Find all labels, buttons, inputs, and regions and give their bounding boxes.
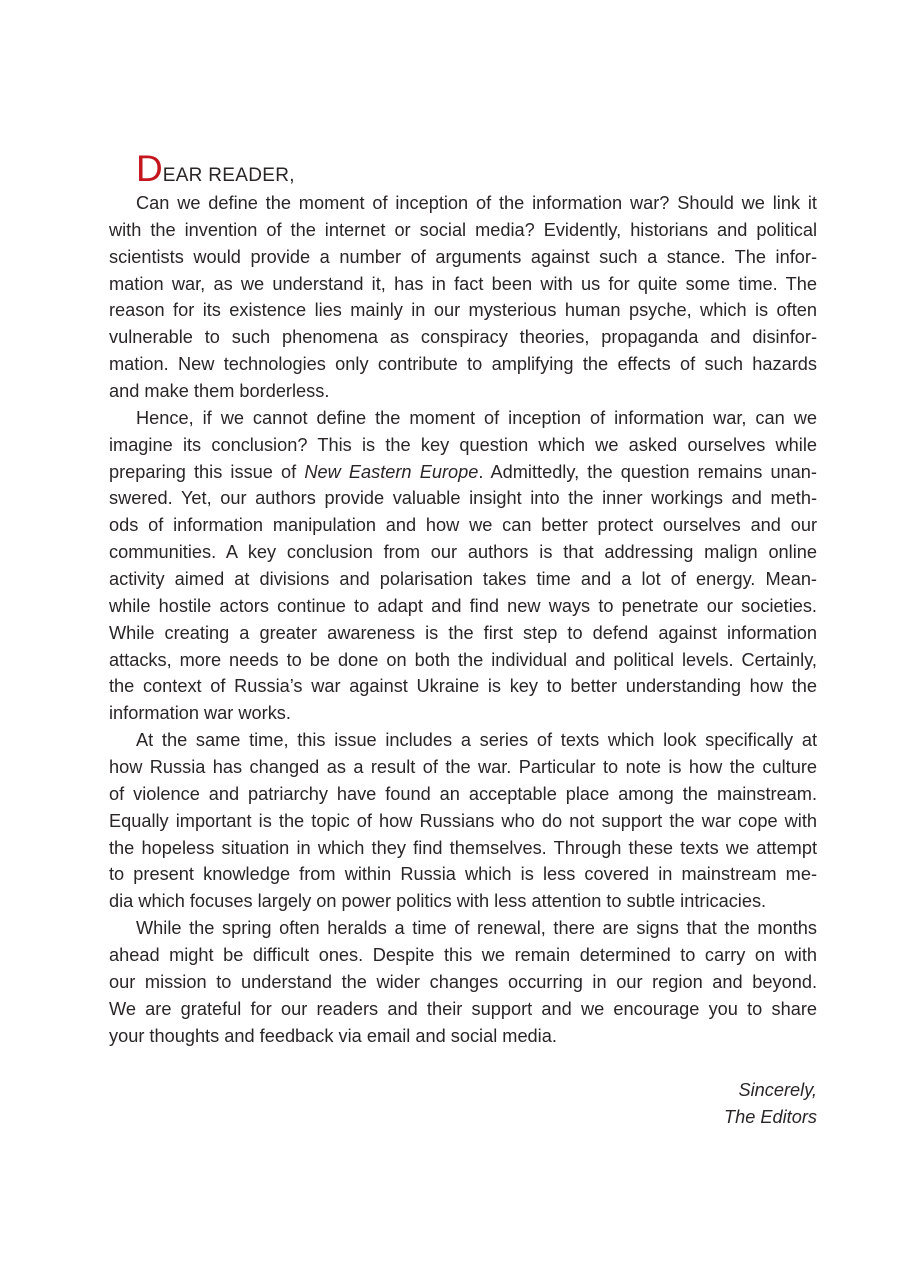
text-line: your thoughts and feedback via email and social media. bbox=[109, 1025, 557, 1046]
closing: Sincerely, bbox=[738, 1080, 817, 1100]
text-line: mation. New technologies only contribute to amplifying the effects of such hazards bbox=[109, 354, 817, 375]
text-line: dia which focuses largely on power politics with less attention to subtle intricacies. bbox=[109, 891, 767, 912]
text-line: attacks, more needs to be done on both the individual and political levels. Certainly, bbox=[109, 649, 817, 670]
text-line: while hostile actors continue to adapt and find new ways to penetrate our societies. bbox=[109, 595, 817, 616]
heading-text: EAR READER, bbox=[162, 165, 295, 186]
text-line: imagine its conclusion? This is the key question which we asked ourselves while bbox=[109, 434, 817, 455]
text-line: to present knowledge from within Russia which is less covered in mainstream me- bbox=[109, 864, 817, 885]
publication-title: New Eastern Europe bbox=[304, 461, 479, 482]
drop-cap: D bbox=[136, 148, 163, 189]
text-line: ahead might be difficult ones. Despite this we remain determined to carry on with bbox=[109, 945, 817, 966]
text-line: activity aimed at divisions and polarisation takes time and a lot of energy. Mean- bbox=[109, 569, 817, 590]
text-line: with the invention of the internet or social media? Evidently, historians and political bbox=[109, 219, 817, 240]
text-line: and make them borderless. bbox=[109, 381, 330, 402]
letter-body bbox=[109, 190, 817, 1050]
text-line: reason for its existence lies mainly in our mysterious human psyche, which is often bbox=[109, 300, 817, 321]
text-line: communities. A key conclusion from our authors is that addressing malign online bbox=[109, 542, 817, 563]
paragraph bbox=[109, 727, 817, 915]
text-line: scientists would provide a number of arguments against such a stance. The infor- bbox=[109, 246, 817, 267]
text-line: swered. Yet, our authors provide valuable insight into the inner workings and meth- bbox=[109, 488, 817, 509]
text-line: Equally important is the topic of how Russians who do not support the war cope with bbox=[109, 810, 817, 831]
text-line: vulnerable to such phenomena as conspiracy theories, propaganda and disinfor- bbox=[109, 327, 817, 348]
text-line: While the spring often heralds a time of renewal, there are signs that the months bbox=[136, 918, 817, 939]
text-line: While creating a greater awareness is the first step to defend against information bbox=[109, 622, 817, 643]
paragraph bbox=[109, 190, 817, 405]
text-line: Can we define the moment of inception of the information war? Should we link it bbox=[136, 193, 817, 213]
paragraph bbox=[109, 915, 817, 1049]
signoff bbox=[724, 1077, 817, 1131]
text-line: At the same time, this issue includes a series of texts which look specifically at bbox=[136, 730, 817, 751]
text-line: information war works. bbox=[109, 703, 291, 724]
paragraph bbox=[109, 405, 817, 727]
text-line: ods of information manipulation and how we can better protect ourselves and our bbox=[109, 515, 817, 536]
text-line: how Russia has changed as a result of the war. Particular to note is how the culture bbox=[109, 757, 817, 778]
text-line: the context of Russia’s war against Ukraine is key to better understanding how the bbox=[109, 676, 817, 697]
text-line: preparing this issue of New Eastern Europe. Admittedly, the question remains unan- bbox=[109, 461, 817, 482]
text-line: of violence and patriarchy have found an acceptable place among the mainstream. bbox=[109, 783, 817, 804]
letter-heading bbox=[136, 148, 295, 190]
text-line: mation war, as we understand it, has in fact been with us for quite some time. The bbox=[109, 273, 817, 294]
text-line: our mission to understand the wider changes occurring in our region and beyond. bbox=[109, 971, 817, 992]
signature: The Editors bbox=[724, 1106, 817, 1127]
text-line: We are grateful for our readers and their support and we encourage you to share bbox=[109, 998, 817, 1019]
text-line: Hence, if we cannot define the moment of inception of information war, can we bbox=[136, 407, 817, 428]
text-line: the hopeless situation in which they find themselves. Through these texts we attempt bbox=[109, 837, 817, 858]
